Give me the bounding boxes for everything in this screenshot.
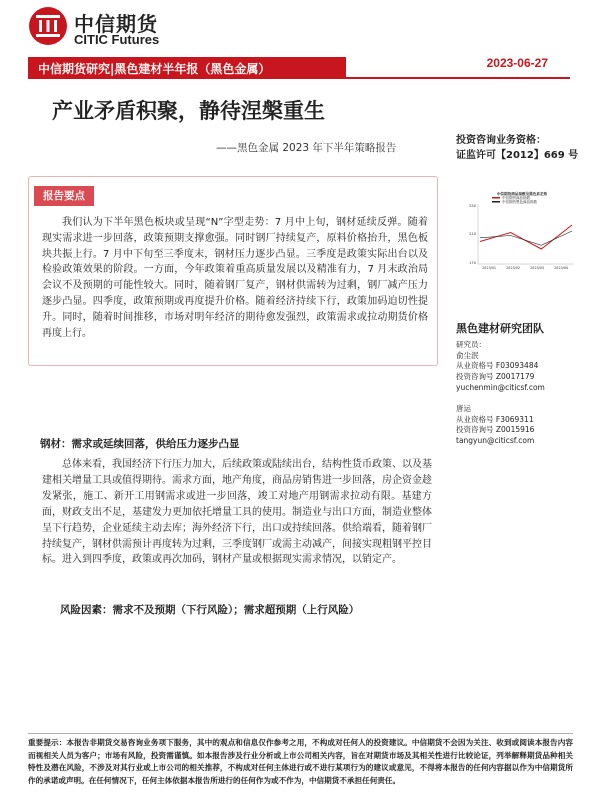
page-title: 产业矛盾积聚，静待涅槃重生: [52, 98, 325, 123]
y-tick-label: 250: [469, 204, 476, 208]
member-license: 从业资格号 F03093484: [456, 361, 539, 371]
license-info: [456, 133, 578, 163]
page-subtitle: ——黑色金属 2023 年下半年策略报告: [216, 142, 397, 154]
summary-text: 我们认为下半年黑色板块或呈现“N”字型走势：7 月中上旬，钢材延续反弹。随着现实需求进一步回落，政策预期支撑愈强。同时钢厂持续复产，原料价格抬升，黑色板块共振上行。7 月中下旬至三季度末，钢材压力逐步凸显。三季度是政策实际出台以及检验政策效果的阶段。一方面，今年政策着重高质量发展以及精准有力，7 月末政治局会议不及预期的可能性较大。同时，随着钢厂复产，钢材供需转为过剩，钢厂减产压力逐步凸显。四季度，政策预期或再度提升价格。随着经济持续下行，政策加码迫切性提升。同时，随着时间推移，市场对明年经济的期待愈发强烈，政策需求或拉动期货价格再度上行。: [42, 217, 428, 339]
y-tick-label: 170: [469, 261, 476, 265]
series-line-2: [480, 231, 572, 245]
header-divider: [346, 77, 570, 79]
license-line-1: 投资咨询业务资格：: [456, 135, 546, 146]
sidebar-chart: [466, 190, 578, 270]
team-member-2: [456, 404, 534, 447]
team-title: 黑色建材研究团队: [456, 322, 544, 335]
chart-legend: [492, 195, 537, 204]
legend-swatch-2: [492, 201, 500, 203]
disclaimer-divider: [28, 733, 573, 734]
member-license: 投资咨询号 Z0015916: [456, 425, 535, 435]
team-member-1: [456, 340, 545, 394]
member-email: tangyun@citicsf.com: [456, 436, 535, 446]
report-category-bar: [28, 57, 346, 79]
legend-label-2: 中信期货黑色商品指数: [502, 200, 537, 204]
report-category-label: 中信期货研究|黑色建材半年报（黑色金属）: [38, 62, 271, 76]
report-date: 2023-06-27: [486, 56, 548, 70]
citic-logo-icon: [28, 6, 68, 46]
license-line-2: 证监许可【2012】669 号: [456, 150, 579, 161]
chart-plot: [466, 190, 578, 270]
x-tick-label: 2023/02: [506, 266, 521, 270]
x-tick-label: 2023/01: [482, 266, 497, 270]
legend-label-1: 中信期货商品指数: [502, 196, 530, 200]
body-paragraph: 总体来看，我国经济下行压力加大，后续政策或陆续出台，结构性货币政策、以及基建相关增量工具或值得期待。需求方面，地产角度，商品房销售进一步回落，房企资金趁发紧张，施工、新开工用钢需求或进一步回落，竣工对地产用钢需求拉动有限。基建方面，财政支出不足，基建发力更加依托增量工具的使用。制造业与出口方面，制造业整体呈下行趋势，企业延续主动去库；海外经济下行，出口或持续回落。供给端看，随着钢厂持续复产，钢材供需预计再度转为过剩，三季度钢厂或需主动减产，间接实现粗钢平控目标。进入到四季度，政策或再次加码，钢材产量或根据现实需求情况，以销定产。: [42, 459, 432, 566]
risk-factors: 风险因素：需求不及预期（下行风险）；需求超预期（上行风险）: [60, 604, 360, 616]
chart-title: 中信期货商品指数及黑色系走势: [496, 192, 548, 196]
member-name: 俞尘泯: [456, 350, 479, 360]
logo-name-cn: 中信期货: [74, 12, 158, 36]
member-name: 唐运: [456, 404, 471, 413]
disclaimer-text: 重要提示：本报告非期货交易咨询业务项下服务，其中的观点和信息仅作参考之用，不构成对任何人的投资建议。中信期货不会因为关注、收到或阅读本报告内容而视相关人员为客户；市场有风险，投资需谨慎。如本报告涉及行业分析或上市公司相关内容，旨在对期货市场及其相关性进行比较论证，列举解释期货品种相关特性及潜在风险，不涉及对其行业或上市公司的相关推荐，不构成对任何主体进行或不进行某项行为的建议或意见，不得将本报告的任何内容据以作为中信期货所作的承诺或声明。在任何情况下，任何主体依据本报告所进行的任何作为或不作为，中信期货不承担任何责任。: [28, 738, 573, 785]
logo-name-en: CITIC Futures: [74, 32, 160, 47]
member-license: 从业资格号 F3069311: [456, 414, 534, 424]
company-logo: [28, 6, 198, 46]
section-heading: 钢材：需求或延续回落，供给压力逐步凸显: [40, 438, 240, 450]
legend-swatch-1: [492, 197, 500, 199]
x-tick-label: 2023/03: [530, 266, 545, 270]
member-role: 研究员：: [456, 340, 486, 349]
member-license: 投资咨询号 Z0017179: [456, 372, 535, 382]
member-email: yuchenmin@citicsf.com: [456, 382, 545, 392]
x-tick-label: 2023/04: [554, 266, 569, 270]
summary-tag: 报告要点: [34, 186, 94, 206]
y-tick-label: 210: [469, 232, 476, 236]
